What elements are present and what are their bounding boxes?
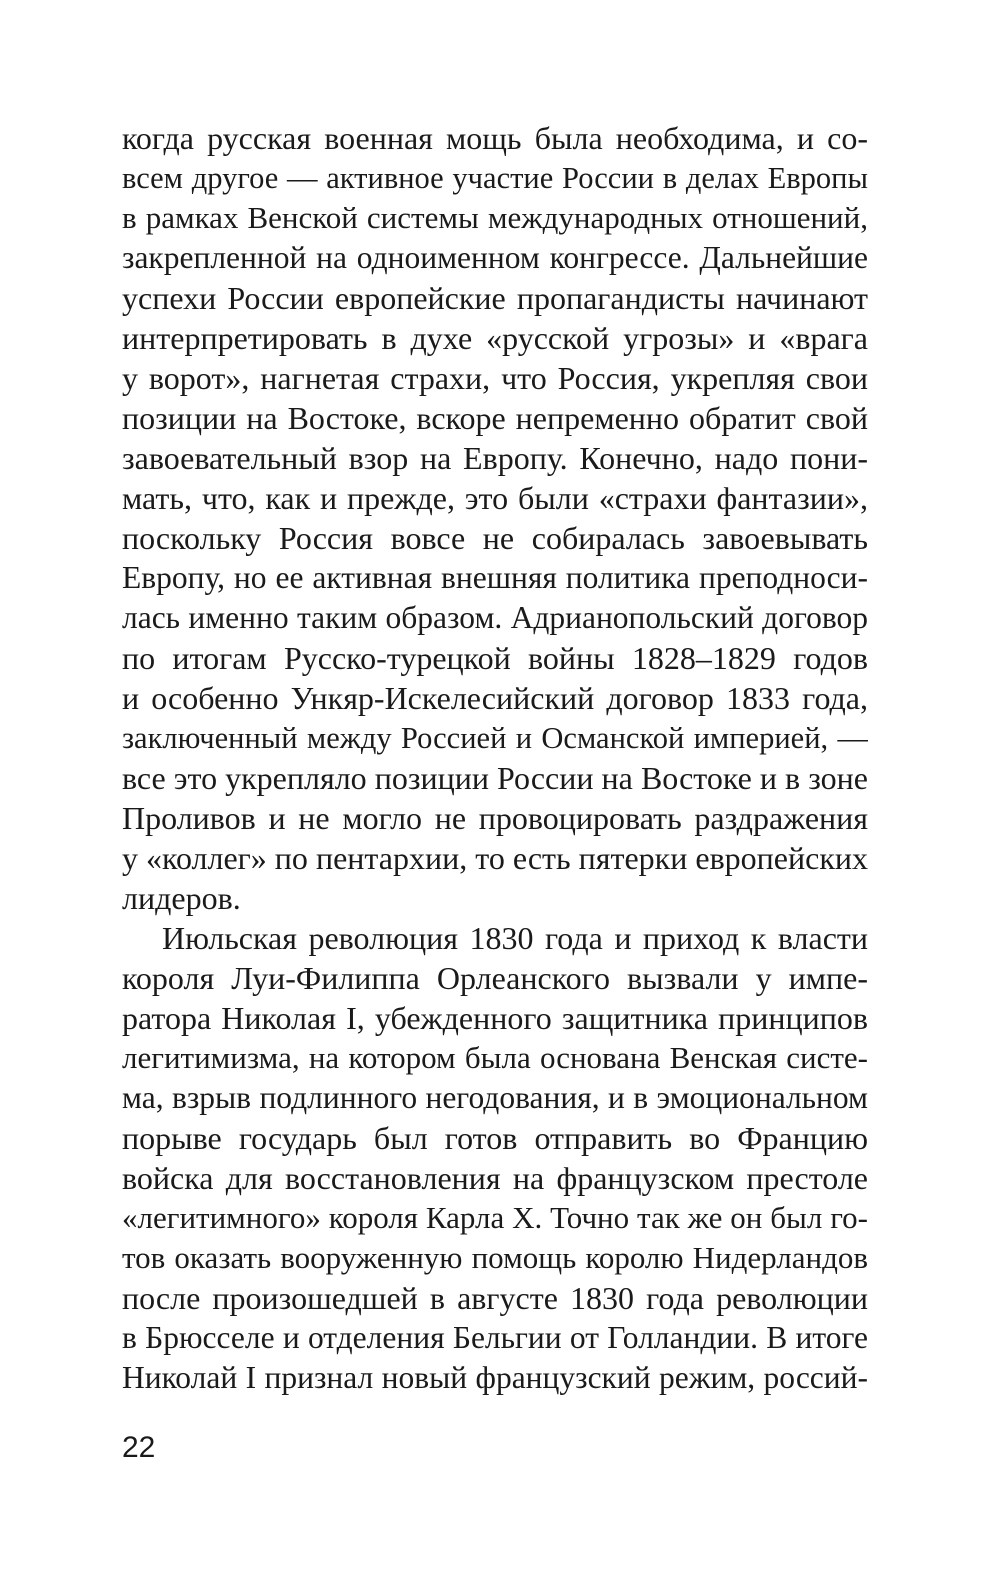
text-line: закрепленной на одноименном конгрессе. Дальнейшие (122, 240, 868, 275)
page-number: 22 (122, 1431, 156, 1464)
text-line: у ворот», нагнетая страхи, что Россия, укрепляя свои (122, 360, 868, 396)
text-line: тов оказать вооруженную помощь королю Нидерландов (122, 1240, 868, 1275)
text-line: завоевательный взор на Европу. Конечно, надо пони- (122, 440, 868, 476)
text-line: Июльская революция 1830 года и приход к власти (162, 920, 868, 956)
text-line: ратора Николая I, убежденного защитника принципов (122, 1000, 868, 1036)
text-line: лидеров. (122, 880, 241, 916)
text-line: поскольку Россия вовсе не собиралась завоевывать (122, 520, 868, 556)
text-line: и особенно Ункяр-Искелесийский договор 1833 года, (122, 680, 868, 716)
text-line: Проливов и не могло не провоцировать раздражения (122, 800, 868, 836)
text-line: интерпретировать в духе «русской угрозы» и «врага (122, 320, 868, 356)
text-line: в рамках Венской системы международных отношений, (122, 200, 868, 235)
book-page-text (122, 118, 868, 1398)
text-line: когда русская военная мощь была необходима, и со- (122, 120, 868, 156)
text-line: все это укрепляло позиции России на Востоке и в зоне (122, 760, 868, 796)
text-line: в Брюсселе и отделения Бельгии от Голландии. В итоге (122, 1320, 868, 1355)
text-line: позиции на Востоке, вскоре непременно обратит свой (122, 400, 868, 436)
text-line: всем другое — активное участие России в делах Европы (122, 161, 868, 195)
paragraph-1 (122, 118, 868, 918)
text-line: заключенный между Россией и Османской империей, — (122, 721, 868, 755)
paragraph-2 (122, 918, 868, 1398)
text-line: успехи России европейские пропагандисты начинают (122, 280, 868, 316)
text-line: легитимизма, на котором была основана Венская систе- (122, 1040, 868, 1075)
text-line: ма, взрыв подлинного негодования, и в эмоциональном (122, 1080, 868, 1115)
text-line: войска для восстановления на французском престоле (122, 1160, 868, 1196)
text-line: короля Луи-Филиппа Орлеанского вызвали у импе- (122, 960, 868, 996)
text-line: порыве государь был готов отправить во Францию (122, 1120, 868, 1156)
text-line: Николай I признал новый французский режим, россий- (122, 1360, 868, 1395)
text-line: мать, что, как и прежде, это были «страхи фантазии», (122, 480, 868, 516)
text-line: Европу, но ее активная внешняя политика преподноси- (122, 560, 868, 595)
text-line: у «коллег» по пентархии, то есть пятерки европейских (122, 840, 868, 876)
text-line: лась именно таким образом. Адрианопольский договор (122, 600, 868, 635)
text-line: по итогам Русско-турецкой войны 1828–1829 годов (122, 640, 868, 676)
text-line: «легитимного» короля Карла X. Точно так же он был го- (122, 1200, 868, 1235)
text-line: после произошедшей в августе 1830 года революции (122, 1280, 868, 1316)
